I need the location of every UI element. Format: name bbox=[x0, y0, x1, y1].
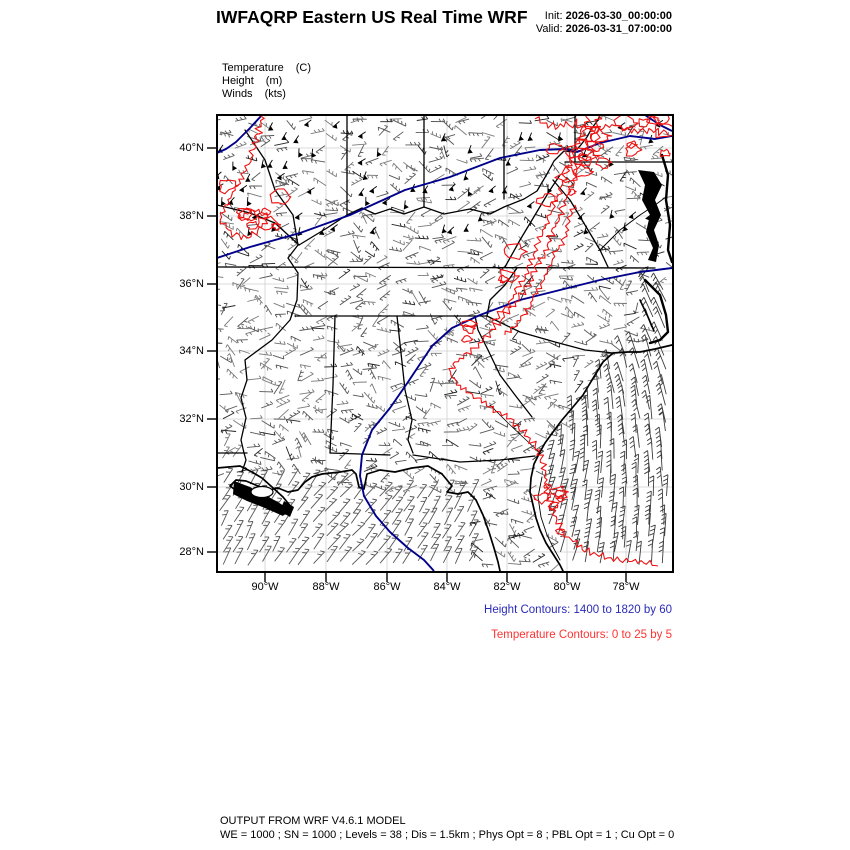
init-time-row bbox=[536, 10, 672, 23]
plot-title: IWFAQRP Eastern US Real Time WRF bbox=[216, 7, 528, 27]
height-contours-caption: Height Contours: 1400 to 1820 by 60 bbox=[484, 604, 672, 616]
lon-tick-label: 82°W bbox=[493, 581, 521, 593]
lat-tick-label: 30°N bbox=[179, 481, 204, 493]
lon-tick-label: 88°W bbox=[312, 581, 340, 593]
variable-legend bbox=[222, 62, 311, 101]
lat-tick-label: 38°N bbox=[179, 210, 204, 222]
legend-row-temperature bbox=[222, 62, 311, 75]
lat-tick-label: 36°N bbox=[179, 278, 204, 290]
valid-time-row bbox=[536, 23, 672, 36]
temperature-contours-caption: Temperature Contours: 0 to 25 by 5 bbox=[491, 629, 672, 641]
legend-var-name: Height bbox=[222, 75, 254, 87]
lon-tick-label: 84°W bbox=[433, 581, 461, 593]
legend-var-unit: (kts) bbox=[264, 88, 286, 100]
lon-tick-label: 78°W bbox=[612, 581, 640, 593]
run-time-block bbox=[536, 10, 672, 36]
lat-tick-label: 40°N bbox=[179, 142, 204, 154]
legend-row-winds bbox=[222, 88, 311, 101]
legend-var-unit: (m) bbox=[265, 75, 283, 87]
legend-var-name: Winds bbox=[222, 88, 253, 100]
legend-row-height bbox=[222, 75, 311, 88]
legend-var-unit: (C) bbox=[295, 62, 312, 74]
lon-tick-label: 80°W bbox=[553, 581, 581, 593]
lat-tick-label: 28°N bbox=[179, 546, 204, 558]
footer-model-line: OUTPUT FROM WRF V4.6.1 MODEL bbox=[220, 815, 406, 827]
model-footer bbox=[220, 815, 674, 842]
wrf-map-canvas bbox=[190, 105, 690, 605]
lon-tick-label: 86°W bbox=[373, 581, 401, 593]
init-label: Init: bbox=[544, 10, 563, 22]
lon-tick-label: 90°W bbox=[251, 581, 279, 593]
init-value: 2026-03-30_00:00:00 bbox=[565, 10, 672, 22]
valid-value: 2026-03-31_07:00:00 bbox=[565, 23, 672, 35]
footer-config-line: WE = 1000 ; SN = 1000 ; Levels = 38 ; Dis = 1.5km ; Phys Opt = 8 ; PBL Opt = 1 ; Cu Opt = 0 bbox=[220, 828, 675, 841]
lat-tick-label: 34°N bbox=[179, 345, 204, 357]
lat-tick-label: 32°N bbox=[179, 413, 204, 425]
legend-var-name: Temperature bbox=[222, 62, 284, 74]
valid-label: Valid: bbox=[535, 23, 563, 35]
